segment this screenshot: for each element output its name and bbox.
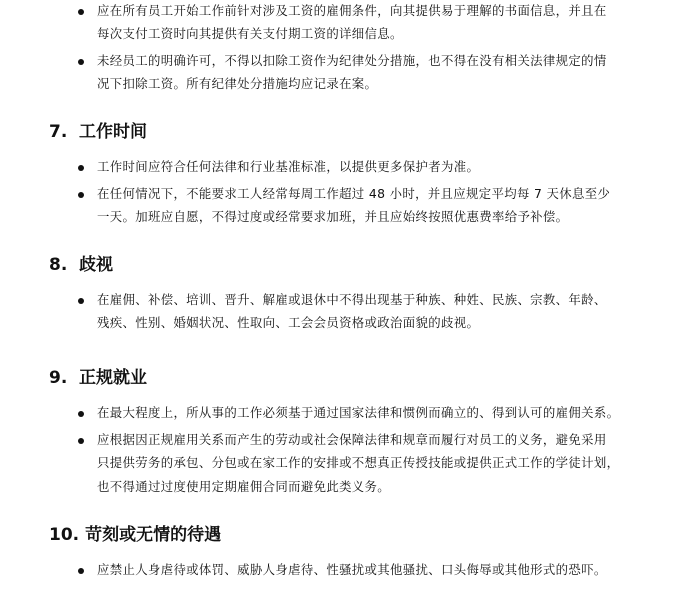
bullet-dot — [78, 192, 84, 198]
bullet-text-line: 在任何情况下，不能要求工人经常每周工作超过 48 小时，并且应规定平均每 7 天休息至少 — [97, 186, 611, 201]
bullet-text-line: 也不得通过过度使用定期雇佣合同而避免此类义务。 — [97, 479, 391, 494]
section-heading-7 — [49, 121, 147, 143]
section-heading-9 — [49, 367, 147, 389]
section-heading-10 — [49, 524, 221, 546]
bullet-text-line: 应在所有员工开始工作前针对涉及工资的雇佣条件，向其提供易于理解的书面信息，并且在 — [97, 3, 607, 18]
bullet-text-line: 工作时间应符合任何法律和行业基准标准，以提供更多保护者为准。 — [97, 159, 480, 174]
bullet-text-line: 在最大程度上，所从事的工作必须基于通过国家法律和惯例而确立的、得到认可的雇佣关系。 — [97, 405, 620, 420]
bullet-text-line: 只提供劳务的承包、分包或在家工作的安排或不想真正传授技能或提供正式工作的学徒计划， — [97, 455, 620, 470]
bullet-text-line: 残疾、性别、婚姻状况、性取向、工会会员资格或政治面貌的歧视。 — [97, 315, 480, 330]
section-title: 工作时间 — [79, 122, 147, 142]
bullet-text-line: 在雇佣、补偿、培训、晋升、解雇或退休中不得出现基于种族、种姓、民族、宗教、年龄、 — [97, 292, 607, 307]
section-heading-8 — [49, 254, 113, 276]
section-number: 10. — [49, 525, 80, 545]
bullet-dot — [78, 411, 84, 417]
bullet-text-line: 况下扣除工资。所有纪律处分措施均应记录在案。 — [97, 76, 378, 91]
section-number: 7. — [49, 122, 68, 142]
bullet-dot — [78, 9, 84, 15]
bullet-dot — [78, 59, 84, 65]
bullet-dot — [78, 438, 84, 444]
bullet-dot — [78, 298, 84, 304]
bullet-dot — [78, 568, 84, 574]
bullet-text-line: 应禁止人身虐待或体罚、威胁人身虐待、性骚扰或其他骚扰、口头侮辱或其他形式的恐吓。 — [97, 562, 607, 577]
bullet-text-line: 每次支付工资时向其提供有关支付期工资的详细信息。 — [97, 26, 403, 41]
section-title: 歧视 — [79, 255, 113, 275]
bullet-text-line: 应根据因正规雇用关系而产生的劳动或社会保障法律和规章而履行对员工的义务，避免采用 — [97, 432, 607, 447]
section-title: 正规就业 — [79, 368, 147, 388]
section-number: 8. — [49, 255, 68, 275]
bullet-text-line: 未经员工的明确许可，不得以扣除工资作为纪律处分措施，也不得在没有相关法律规定的情 — [97, 53, 607, 68]
bullet-dot — [78, 165, 84, 171]
section-number: 9. — [49, 368, 68, 388]
bullet-text-line: 一天。加班应自愿，不得过度或经常要求加班，并且应始终按照优惠费率给予补偿。 — [97, 209, 569, 224]
section-title: 苛刻或无情的待遇 — [85, 525, 222, 545]
